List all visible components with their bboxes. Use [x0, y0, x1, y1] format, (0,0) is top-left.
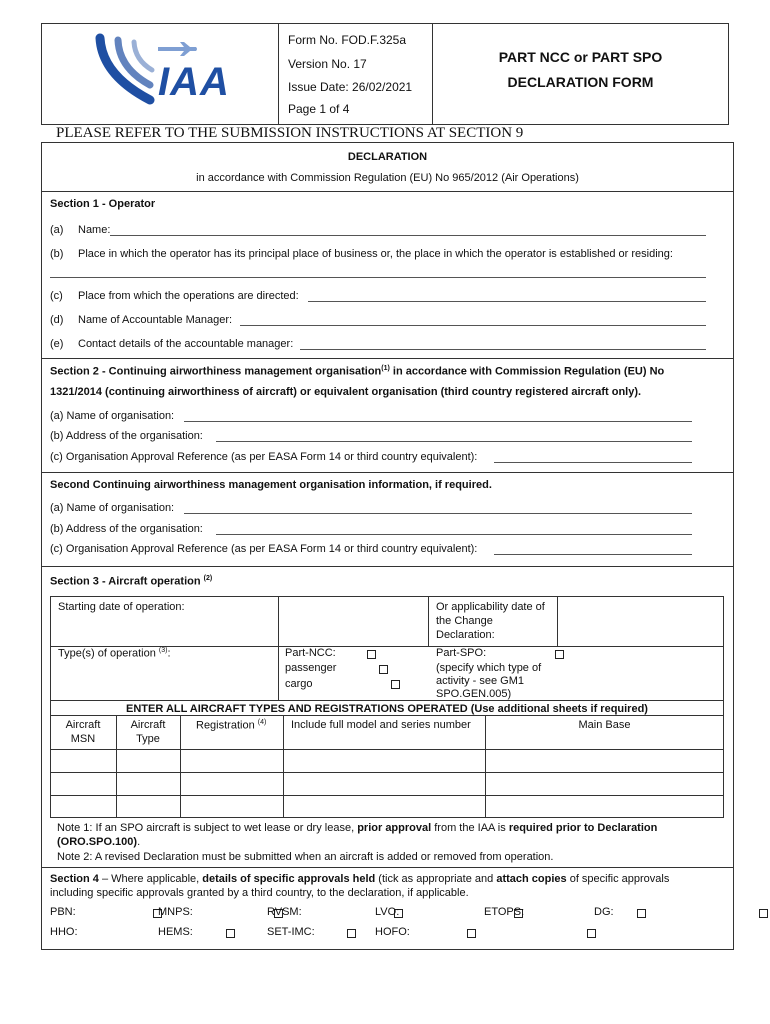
camo2-address-field[interactable] — [216, 534, 692, 535]
operations-place-field[interactable] — [308, 301, 706, 302]
aircraft-row-1[interactable] — [51, 750, 723, 772]
approval-dg-checkbox[interactable] — [759, 909, 768, 918]
approval-etops-checkbox[interactable] — [637, 909, 646, 918]
form-title-line1: PART NCC or PART SPO — [498, 49, 663, 65]
start-date-field[interactable] — [279, 597, 427, 645]
divider-sec1 — [41, 191, 734, 192]
approval-dg-label: DG: — [594, 906, 614, 918]
aircraft-row-2[interactable] — [51, 773, 723, 795]
camo2-address-label: (b) Address of the organisation: — [50, 523, 203, 535]
section4-title-line1: Section 4 – Where applicable, details of specific approvals held (tick as appropriate and attach copies of specific approvals — [50, 873, 670, 885]
operations-place-label: Place from which the operations are directed: — [78, 290, 299, 302]
principal-place-label: Place in which the operator has its principal place of business or, the place in which the operator is established or residing: — [78, 248, 673, 260]
approval-hho-checkbox[interactable] — [226, 929, 235, 938]
camo-approval-label: (c) Organisation Approval Reference (as per EASA Form 14 or third country equivalent): — [50, 451, 478, 463]
declaration-subheading: in accordance with Commission Regulation (EU) No 965/2012 (Air Operations) — [196, 172, 579, 184]
change-date-field[interactable] — [558, 597, 723, 645]
camo2-name-label: (a) Name of organisation: — [50, 502, 175, 514]
camo-approval-field[interactable] — [494, 462, 692, 463]
aircraft-row-3[interactable] — [51, 796, 723, 818]
form-title-line2: DECLARATION FORM — [507, 74, 654, 90]
approval-lvo-label: LVO: — [375, 906, 400, 918]
part-ncc-label: Part-NCC: — [285, 647, 336, 659]
divider-sec4 — [41, 867, 734, 868]
approval-hems-checkbox[interactable] — [347, 929, 356, 938]
approval-hho-label: HHO: — [50, 926, 78, 938]
ncc-cargo-label: cargo — [285, 678, 313, 690]
col-msn-2: MSN — [70, 733, 96, 745]
issue-date: Issue Date: 26/02/2021 — [288, 80, 413, 94]
accountable-manager-field[interactable] — [240, 325, 706, 326]
col-type-2: Type — [136, 733, 160, 745]
declaration-heading: DECLARATION — [347, 151, 428, 163]
approval-rvsm-label: RVSM: — [267, 906, 302, 918]
start-date-label: Starting date of operation: — [58, 601, 185, 613]
change-date-label-3: Declaration: — [436, 629, 495, 641]
ncc-passenger-label: passenger — [285, 662, 337, 674]
approval-mnps-label: MNPS: — [158, 906, 193, 918]
camo-name-field[interactable] — [184, 421, 692, 422]
submission-instruction: PLEASE REFER TO THE SUBMISSION INSTRUCTIONS AT SECTION 9 — [56, 125, 524, 141]
logo-text: IAA — [158, 60, 230, 104]
header-divider-left — [278, 23, 279, 125]
camo-name-label: (a) Name of organisation: — [50, 410, 175, 422]
section1-d-label: (d) — [50, 314, 64, 326]
part-spo-label: Part-SPO: — [436, 647, 487, 659]
enter-aircraft-heading: ENTER ALL AIRCRAFT TYPES AND REGISTRATIONS OPERATED (Use additional sheets if required) — [126, 703, 648, 715]
section1-title: Section 1 - Operator — [50, 198, 156, 210]
camo-address-label: (b) Address of the organisation: — [50, 430, 203, 442]
col-registration: Registration $^{(4)}$ — [196, 719, 267, 732]
approval-hofo-label: HOFO: — [375, 926, 410, 938]
section1-b-label: (b) — [50, 248, 64, 260]
section1-e-label: (e) — [50, 338, 64, 350]
types-of-operation-label: Type(s) of operation $^{(3)}$: — [58, 647, 171, 660]
col-type-1: Aircraft — [130, 719, 166, 731]
note-2: Note 2: A revised Declaration must be submitted when an aircraft is added or removed from operation. — [57, 851, 554, 863]
section4-title-line2: including specific approvals granted by a third country, to the declaration, if applicable. — [50, 887, 469, 899]
principal-place-field[interactable] — [50, 277, 706, 278]
manager-contact-field[interactable] — [300, 349, 706, 350]
ncc-cargo-checkbox[interactable] — [391, 680, 400, 689]
note-1-line1: Note 1: If an SPO aircraft is subject to wet lease or dry lease, prior approval from the IAA is required prior to Declaration — [57, 822, 658, 834]
spo-desc-line1: (specify which type of — [436, 662, 542, 674]
section1-a-label: (a) — [50, 224, 64, 236]
section3-title: Section 3 - Aircraft operation $^{(2)}$ — [50, 575, 213, 588]
col-model: Include full model and series number — [291, 719, 471, 731]
ncc-checkbox[interactable] — [367, 650, 376, 659]
ncc-passenger-checkbox[interactable] — [379, 665, 388, 674]
page-number: Page 1 of 4 — [288, 102, 350, 116]
form-number: Form No. FOD.F.325a — [288, 33, 407, 47]
version-number: Version No. 17 — [288, 57, 367, 71]
approval-set-imc-label: SET-IMC: — [267, 926, 315, 938]
spo-checkbox[interactable] — [555, 650, 564, 659]
approval-pbn-label: PBN: — [50, 906, 76, 918]
spo-desc-line3: SPO.GEN.005) — [436, 688, 512, 700]
camo2-name-field[interactable] — [184, 513, 692, 514]
second-camo-title: Second Continuing airworthiness management organisation information, if required. — [50, 479, 492, 491]
section2-title-line1: Section 2 - Continuing airworthiness management organisation$^{(1)}$ in accordance with Commission Regulation (EU) No — [50, 365, 665, 378]
change-date-label-1: Or applicability date of — [436, 601, 545, 613]
divider-sec3 — [41, 566, 734, 567]
approval-etops-label: ETOPS: — [484, 906, 525, 918]
section2-title-line2: 1321/2014 (continuing airworthiness of aircraft) or equivalent organisation (third country registered aircraft only). — [50, 386, 642, 398]
camo-address-field[interactable] — [216, 441, 692, 442]
note-1-line2: (ORO.SPO.100). — [57, 836, 141, 848]
camo2-approval-label: (c) Organisation Approval Reference (as per EASA Form 14 or third country equivalent): — [50, 543, 478, 555]
approval-set-imc-checkbox[interactable] — [467, 929, 476, 938]
col-msn-1: Aircraft — [65, 719, 101, 731]
operator-name-field[interactable] — [110, 235, 706, 236]
col-main-base: Main Base — [578, 719, 631, 731]
change-date-label-2: the Change — [436, 615, 493, 627]
operator-name-label: Name: — [78, 224, 111, 236]
accountable-manager-label: Name of Accountable Manager: — [78, 314, 233, 326]
divider-second-camo — [41, 472, 734, 473]
approval-hems-label: HEMS: — [158, 926, 193, 938]
iaa-logo — [88, 30, 238, 110]
section1-c-label: (c) — [50, 290, 63, 302]
approval-hofo-checkbox[interactable] — [587, 929, 596, 938]
camo2-approval-field[interactable] — [494, 554, 692, 555]
divider-sec2 — [41, 358, 734, 359]
spo-desc-line2: activity - see GM1 — [436, 675, 525, 687]
manager-contact-label: Contact details of the accountable manager: — [78, 338, 294, 350]
